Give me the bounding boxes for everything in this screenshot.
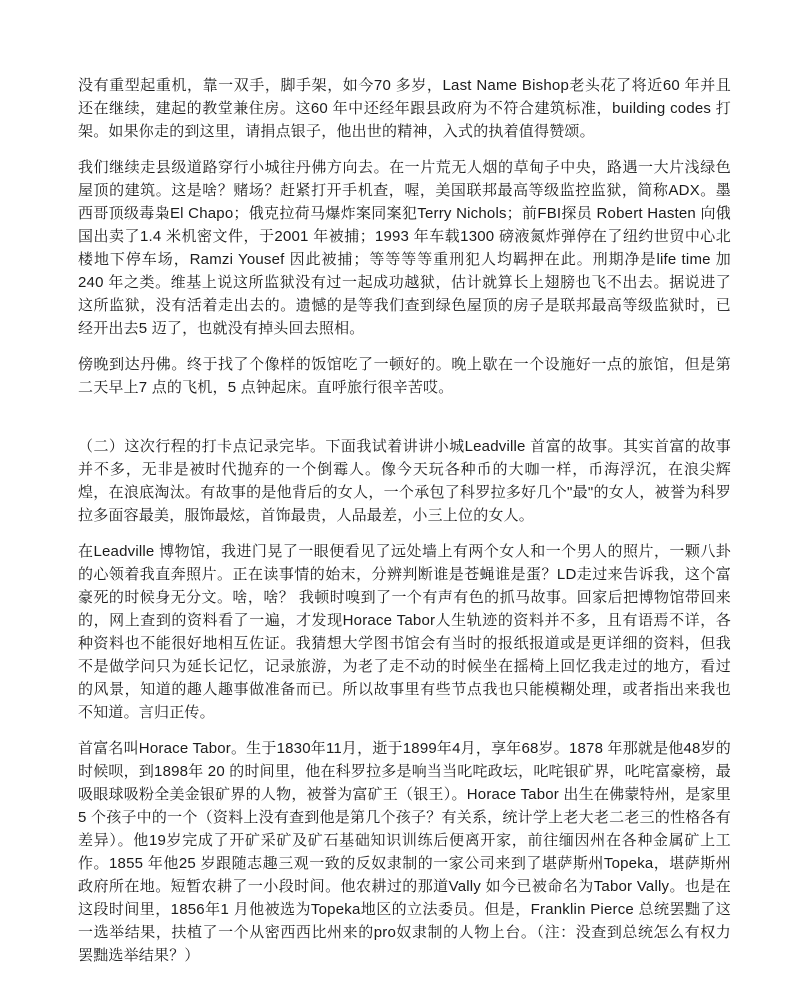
paragraph-bishop-castle: 没有重型起重机，靠一双手，脚手架，如今70 多岁，Last Name Bishop老头花了将近60 年并且还在继续，建起的教堂兼住房。这60 年中还经年跟县政府为不符合建筑标准，building codes 打架。如果你走的到这里，请捐点银子，他出世的精神，入式的执着值得赞颂。 — [78, 77, 731, 140]
paragraph-adx-prison: 我们继续走县级道路穿行小城往丹佛方向去。在一片荒无人烟的草甸子中央，路遇一大片浅绿色屋顶的建筑。这是啥？赌场？赶紧打开手机查，喔，美国联邦最高等级监控监狱，简称ADX。墨西哥顶级毒枭El Chapo；俄克拉荷马爆炸案同案犯Terry Nichols；前FBI探员 Robert Hasten 向俄国出卖了1.4 米机密文件，于2001 年被捕；1993 年车载1300 磅液氮炸弹停在了纽约世贸中心北楼地下停车场，Ramzi Yousef 因此被捕；等等等等重刑犯人均羁押在此。刑期净是life time 加240 年之类。维基上说这所监狱没有过一起成功越狱，估计就算长上翅膀也飞不出去。据说进了这所监狱，没有活着走出去的。遗憾的是等我们查到绿色屋顶的房子是联邦最高等级监狱时，已经开出去5 迈了，也就没有掉头回去照相。 — [78, 159, 731, 337]
paragraph-denver-arrival: 傍晚到达丹佛。终于找了个像样的饭馆吃了一顿好的。晚上歇在一个设施好一点的旅馆，但是第二天早上7 点的飞机，5 点钟起床。直呼旅行很辛苦哎。 — [78, 356, 731, 396]
paragraph-section-two-intro: （二）这次行程的打卡点记录完毕。下面我试着讲讲小城Leadville 首富的故事。其实首富的故事并不多，无非是被时代抛弃的一个倒霉人。像今天玩各种币的大咖一样，币海浮沉，在浪尖辉煌，在浪底淘汰。有故事的是他背后的女人，一个承包了科罗拉多好几个"最"的女人，被誉为科罗拉多面容最美，服饰最炫，首饰最贵，人品最差，小三上位的女人。 — [78, 438, 731, 524]
paragraph-horace-tabor-bio: 首富名叫Horace Tabor。生于1830年11月，逝于1899年4月，享年68岁。1878 年那就是他48岁的时候呗，到1898年 20 的时间里，他在科罗拉多是响当当叱咤政坛，叱咤银矿界，叱咤富豪榜，最吸眼球吸粉全美金银矿界的人物，被誉为富矿王（银王）。Horace Tabor 出生在佛蒙特州，是家里5 个孩子中的一个（资料上没有查到他是第几个孩子？有关系，统计学上老大老二老三的性格各有差异）。他19岁完成了开矿采矿及矿石基础知识训练后便离开家，前往缅因州在各种金属矿上工作。1855 年他25 岁跟随志趣三观一致的反奴隶制的一家公司来到了堪萨斯州Topeka，堪萨斯州政府所在地。短暂农耕了一小段时间。他农耕过的那道Vally 如今已被命名为Tabor Vally。也是在这段时间里，1856年1 月他被选为Topeka地区的立法委员。但是，Franklin Pierce 总统罢黜了这一选举结果，扶植了一个从密西西比州来的pro奴隶制的人物上台。（注：没查到总统怎么有权力罢黜选举结果？） — [78, 740, 731, 964]
paragraph-leadville-museum: 在Leadville 博物馆，我进门晃了一眼便看见了远处墙上有两个女人和一个男人的照片，一颗八卦的心领着我直奔照片。正在读事情的始末，分辨判断谁是苍蝇谁是蛋？LD走过来告诉我，这个富豪死的时候身无分文。啥，啥？ 我顿时嗅到了一个有声有色的抓马故事。回家后把博物馆带回来的，网上查到的资料看了一遍，才发现Horace Tabor人生轨迹的资料并不多，且有语焉不详，各种资料也不能很好地相互佐证。我猜想大学图书馆会有当时的报纸报道或是更详细的资料，但我不是做学问只为延长记忆，记录旅游，为老了走不动的时候坐在摇椅上回忆我走过的地方，看过的风景，知道的趣人趣事做准备而已。所以故事里有些节点我也只能模糊处理，或者指出来我也不知道。言归正传。 — [78, 543, 731, 721]
